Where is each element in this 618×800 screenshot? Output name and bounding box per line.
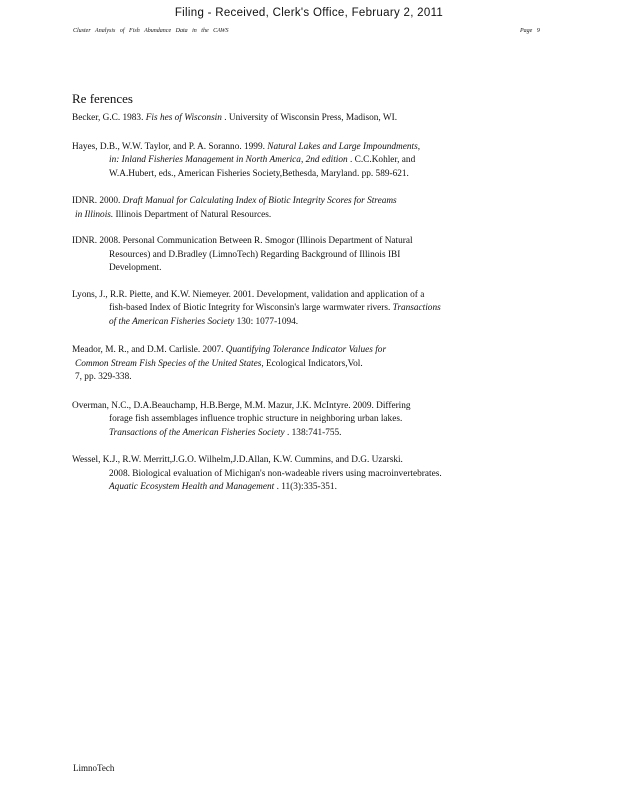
running-title: Cluster Analysis of Fish Abundance Data in the CAWS (73, 28, 229, 34)
reference-entry (72, 195, 538, 222)
reference-entry (72, 344, 538, 385)
reference-title-italic: in: Inland Fisheries Management in North America, 2nd edition (109, 155, 348, 165)
reference-title-italic: Natural Lakes and Large Impoundments, (267, 141, 421, 152)
reference-line (72, 262, 538, 276)
reference-text: . 11(3):335-351. (274, 482, 337, 492)
reference-text: Illinois Department of Natural Resources. (113, 209, 272, 220)
reference-line (72, 168, 538, 182)
reference-text: Ecological Indicators,Vol. (263, 358, 363, 369)
reference-text: . 138:741-755. (284, 427, 342, 438)
reference-text: Development. (109, 263, 162, 273)
reference-text: 7, pp. 329-338. (75, 372, 132, 382)
reference-text: IDNR. 2008. Personal Communication Between R. Smogor (Illinois Department of Natural (72, 236, 413, 246)
reference-text: . University of Wisconsin Press, Madison, WI. (221, 113, 398, 123)
reference-title-italic: Fis hes of Wisconsin (145, 113, 222, 123)
reference-line (72, 427, 538, 441)
reference-text: fish-based Index of Biotic Integrity for Wisconsin's large warmwater rivers. (109, 303, 393, 313)
reference-line (72, 371, 538, 385)
reference-title-italic: Aquatic Ecosystem Health and Management (109, 482, 275, 492)
reference-line (72, 344, 538, 358)
reference-text: . C.C.Kohler, and (347, 155, 416, 165)
reference-text: 2008. Biological evaluation of Michigan's non-wadeable rivers using macroinvertebrates. (109, 468, 442, 479)
reference-title-italic: Quantifying Tolerance Indicator Values for (225, 345, 387, 355)
reference-line (72, 316, 538, 330)
reference-line (72, 481, 538, 495)
reference-line (72, 454, 538, 468)
reference-line (72, 358, 538, 372)
reference-line (72, 112, 538, 126)
reference-text: Resources) and D.Bradley (LimnoTech) Regarding Background of Illinois IBI (109, 249, 401, 260)
reference-text: IDNR. 2000. (72, 196, 123, 206)
reference-title-italic: Transactions of the American Fisheries Society (109, 427, 285, 438)
reference-text: W.A.Hubert, eds., American Fisheries Society,Bethesda, Maryland. pp. 589-621. (109, 168, 409, 179)
reference-title-italic: Draft Manual for Calculating Index of Biotic Integrity Scores for Streams (122, 196, 397, 206)
reference-line (72, 141, 538, 155)
reference-line (72, 195, 538, 209)
reference-line (72, 154, 538, 168)
reference-entry (72, 141, 538, 182)
reference-line (72, 468, 538, 482)
reference-title-italic: of the American Fisheries Society (109, 316, 235, 327)
reference-text: Lyons, J., R.R. Piette, and K.W. Niemeyer. 2001. Development, validation and application of a (72, 289, 425, 300)
reference-text: Becker, G.C. 1983. (72, 113, 146, 123)
reference-entry (72, 400, 538, 441)
reference-title-italic: Common Stream Fish Species of the United States, (75, 358, 264, 369)
reference-line (72, 209, 538, 223)
reference-text: Overman, N.C., D.A.Beauchamp, H.B.Berge, M.M. Mazur, J.K. McIntyre. 2009. Differing (72, 400, 411, 411)
reference-entry (72, 112, 538, 126)
reference-entry (72, 454, 538, 495)
reference-text: Meador, M. R., and D.M. Carlisle. 2007. (72, 345, 226, 355)
reference-title-italic: in Illinois. (75, 209, 114, 220)
filing-stamp: Filing - Received, Clerk's Office, February 2, 2011 (174, 7, 444, 19)
reference-line (72, 235, 538, 249)
section-heading: Re ferences (72, 91, 133, 106)
reference-title-italic: Transactions (392, 303, 441, 313)
reference-text: 130: 1077-1094. (234, 316, 299, 327)
reference-line (72, 289, 538, 303)
reference-text: Wessel, K.J., R.W. Merritt,J.G.O. Wilhelm,J.D.Allan, K.W. Cummins, and D.G. Uzarski. (72, 455, 403, 465)
reference-entry (72, 289, 538, 330)
reference-line (72, 413, 538, 427)
reference-list (72, 112, 538, 495)
footer-text: LimnoTech (73, 763, 115, 773)
reference-line (72, 400, 538, 414)
reference-line (72, 302, 538, 316)
reference-line (72, 249, 538, 263)
reference-entry (72, 235, 538, 276)
reference-text: forage fish assemblages influence trophic structure in neighboring urban lakes. (109, 414, 403, 424)
reference-text: Hayes, D.B., W.W. Taylor, and P. A. Soranno. 1999. (72, 141, 268, 152)
page-number: Page 9 (520, 28, 540, 34)
